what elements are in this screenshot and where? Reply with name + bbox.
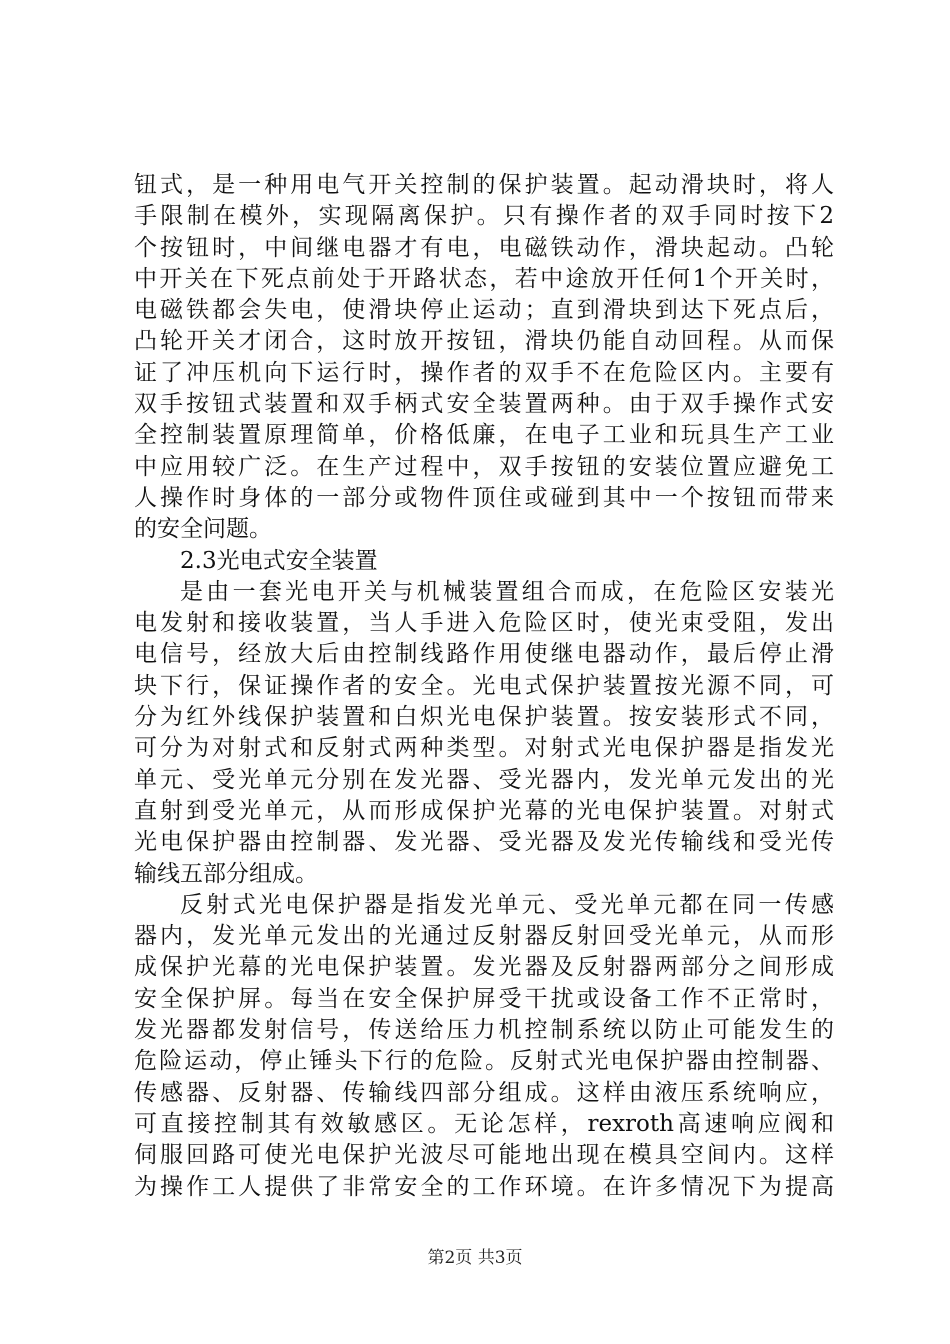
text-line: 反射式光电保护器是指发光单元、受光单元都在同一传感 [180,891,834,918]
text-line: 钮式，是一种用电气开关控制的保护装置。起动滑块时，将人 [134,172,834,198]
body-text [134,170,834,1203]
text-line: 可直接控制其有效敏感区。无论怎样，rexroth高速响应阀和 [134,1110,834,1137]
text-line: 单元、受光单元分别在发光器、受光器内，发光单元发出的光 [134,766,834,793]
text-line: 个按钮时，中间继电器才有电，电磁铁动作，滑块起动。凸轮 [134,234,834,261]
text-line: 全控制装置原理简单，价格低廉，在电子工业和玩具生产工业 [134,422,834,449]
section-heading: 2.3光电式安全装置 [180,547,378,574]
text-line: 电信号，经放大后由控制线路作用使继电器动作，最后停止滑 [134,641,834,668]
text-line: 双手按钮式装置和双手柄式安全装置两种。由于双手操作式安 [134,391,834,418]
text-line: 凸轮开关才闭合，这时放开按钮，滑块仍能自动回程。从而保 [134,328,834,355]
text-line: 直射到受光单元，从而形成保护光幕的光电保护装置。对射式 [134,797,834,824]
page-footer: 第2页 共3页 [427,1248,523,1268]
text-line: 证了冲压机向下运行时，操作者的双手不在危险区内。主要有 [134,359,834,386]
paragraph-3 [134,890,834,1203]
text-line: 电磁铁都会失电，使滑块停止运动；直到滑块到达下死点后， [134,297,834,324]
paragraph-2 [134,577,834,890]
text-line: 可分为对射式和反射式两种类型。对射式光电保护器是指发光 [134,735,834,762]
text-line: 器内，发光单元发出的光通过反射器反射回受光单元，从而形 [134,923,834,950]
text-line: 传感器、反射器、传输线四部分组成。这样由液压系统响应， [134,1079,834,1106]
text-line: 安全保护屏。每当在安全保护屏受干扰或设备工作不正常时， [134,985,834,1012]
text-line: 光电保护器由控制器、发光器、受光器及发光传输线和受光传 [134,829,834,856]
text-line: 输线五部分组成。 [134,860,318,887]
text-line: 中开关在下死点前处于开路状态，若中途放开任何1个开关时， [134,265,834,292]
text-line: 中应用较广泛。在生产过程中，双手按钮的安装位置应避免工 [134,453,834,480]
text-line: 为操作工人提供了非常安全的工作环境。在许多情况下为提高 [134,1173,834,1200]
text-line: 的安全问题。 [134,516,272,543]
text-line: 成保护光幕的光电保护装置。发光器及反射器两部分之间形成 [134,954,834,981]
text-line: 分为红外线保护装置和白炽光电保护装置。按安装形式不同， [134,704,834,731]
text-line: 伺服回路可使光电保护光波尽可能地出现在模具空间内。这样 [134,1142,834,1169]
text-line: 人操作时身体的一部分或物件顶住或碰到其中一个按钮而带来 [134,484,834,511]
text-line: 块下行，保证操作者的安全。光电式保护装置按光源不同，可 [134,672,834,699]
text-line: 电发射和接收装置，当人手进入危险区时，使光束受阻，发出 [134,610,834,637]
text-line: 是由一套光电开关与机械装置组合而成，在危险区安装光 [180,578,834,605]
text-line: 发光器都发射信号，传送给压力机控制系统以防止可能发生的 [134,1017,834,1044]
text-line: 危险运动，停止锤头下行的危险。反射式光电保护器由控制器、 [134,1048,834,1075]
paragraph-1 [134,170,834,546]
text-line: 手限制在模外，实现隔离保护。只有操作者的双手同时按下2 [134,203,834,230]
